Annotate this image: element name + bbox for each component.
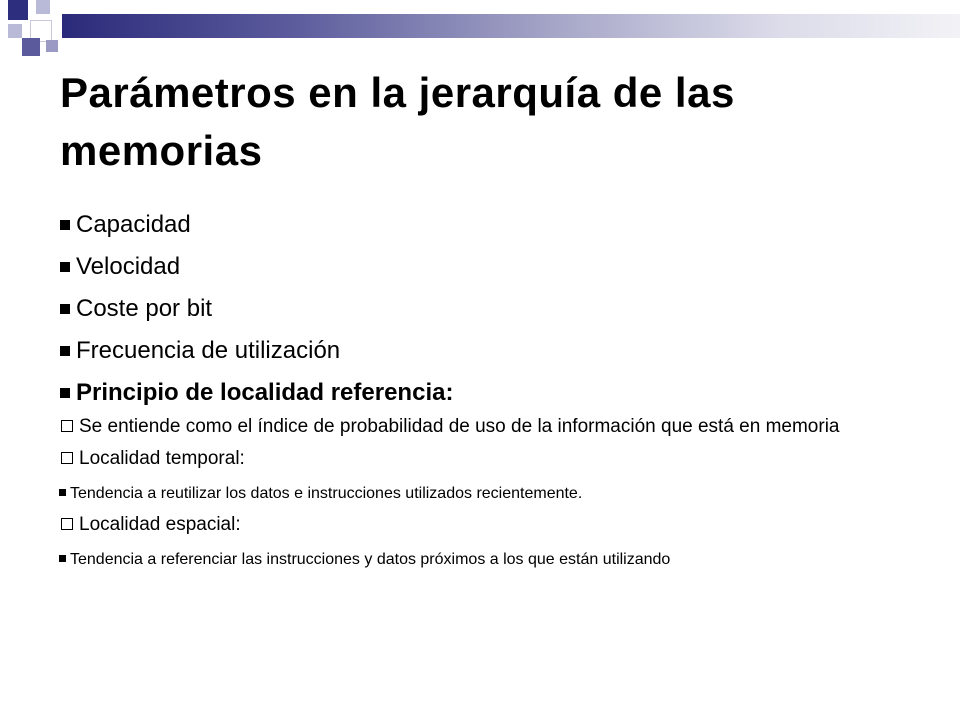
hollow-square-bullet-icon (61, 452, 73, 464)
slide-title: Parámetros en la jerarquía de las memorias (60, 69, 735, 174)
bullet-text: Principio de localidad referencia: (76, 379, 454, 406)
bullet-text: Velocidad (76, 253, 181, 280)
bullet-item (59, 294, 889, 324)
square-bullet-icon (60, 304, 70, 314)
decor-square (8, 24, 22, 38)
square-bullet-icon (60, 388, 70, 398)
slide-content (59, 210, 889, 584)
hollow-square-bullet-icon (61, 518, 73, 530)
square-bullet-icon (60, 346, 70, 356)
decor-square (22, 38, 40, 56)
sub-item (59, 514, 889, 536)
sub-item-text: Localidad espacial: (79, 514, 241, 535)
sub-item-text: Localidad temporal: (79, 448, 245, 469)
small-square-bullet-icon (59, 489, 66, 496)
detail-text: Tendencia a referenciar las instrucciones y datos próximos a los que están utilizando (70, 551, 671, 568)
detail-text: Tendencia a reutilizar los datos e instrucciones utilizados recientemente. (70, 485, 583, 502)
sub-item-text: Se entiende como el índice de probabilidad de uso de la información que está en memoria (79, 416, 840, 437)
sub-item (59, 448, 889, 470)
decor-square (36, 0, 50, 14)
bullet-item (59, 336, 889, 366)
square-bullet-icon (60, 220, 70, 230)
square-bullet-icon (60, 262, 70, 272)
decor-square (8, 0, 28, 20)
bullet-text: Capacidad (76, 211, 191, 238)
detail-item (59, 484, 889, 504)
header-gradient-bar (62, 14, 960, 38)
small-square-bullet-icon (59, 555, 66, 562)
sub-item (59, 416, 889, 438)
detail-item (59, 550, 889, 570)
hollow-square-bullet-icon (61, 420, 73, 432)
bullet-text: Coste por bit (76, 295, 213, 322)
bullet-text: Frecuencia de utilización (76, 337, 341, 364)
bullet-item (59, 210, 889, 240)
bullet-item-bold (59, 378, 889, 408)
decor-square (46, 40, 58, 52)
bullet-item (59, 252, 889, 282)
